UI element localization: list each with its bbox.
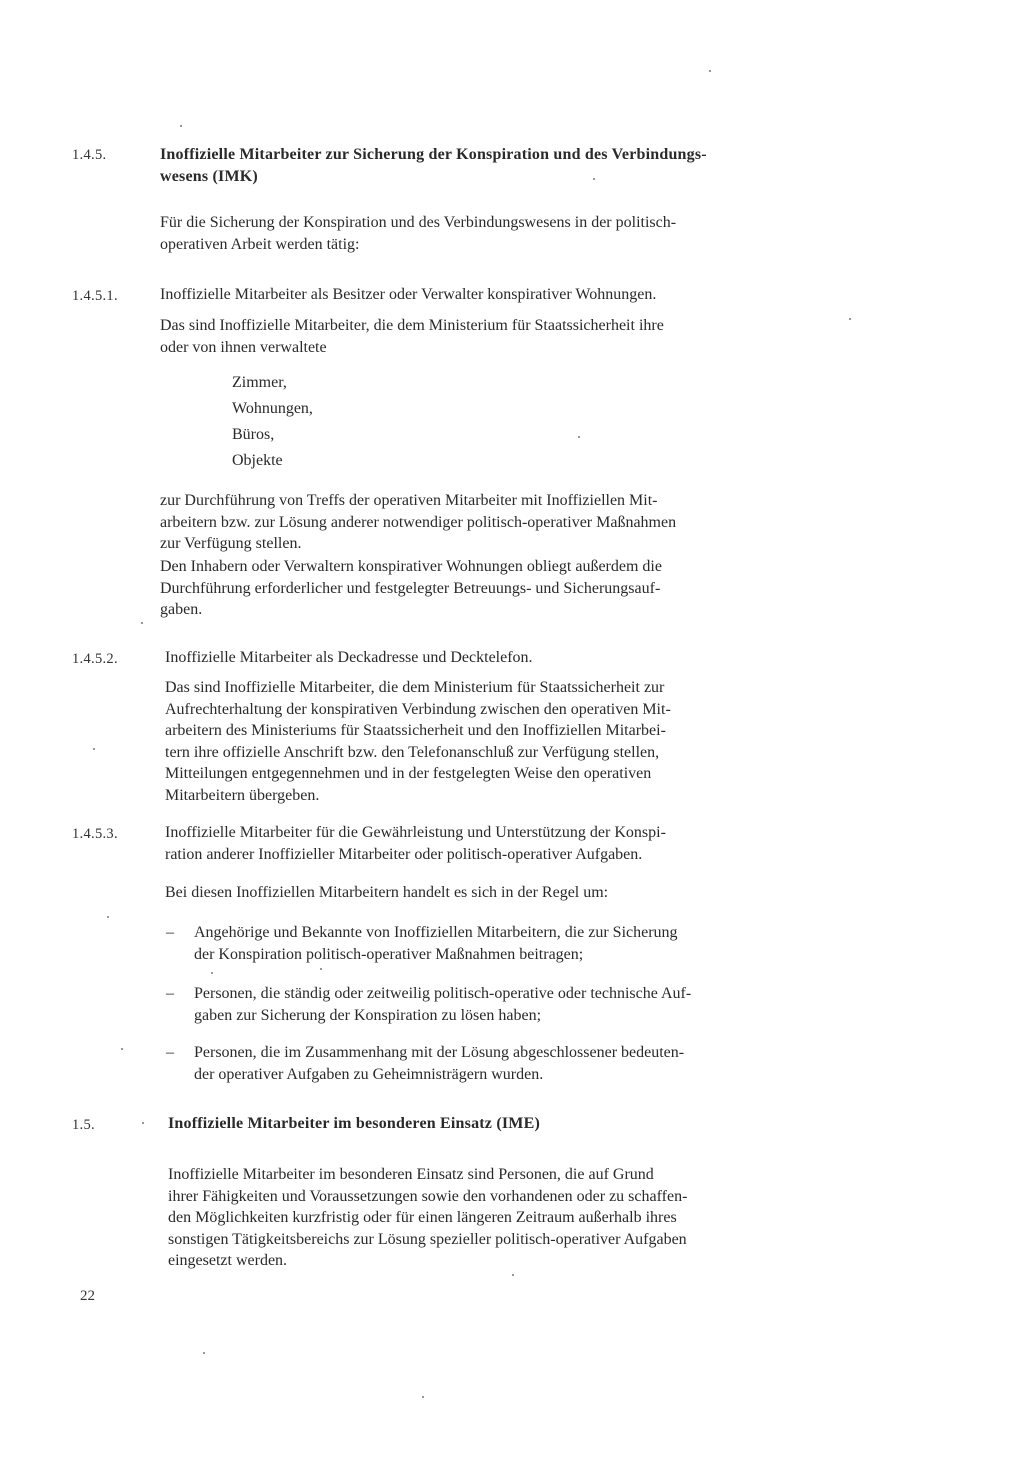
scan-speck	[142, 1122, 144, 1124]
section-heading: Inoffizielle Mitarbeiter im besonderen Einsatz (IME)	[168, 1115, 540, 1132]
paragraph	[168, 1164, 808, 1272]
list-item: Wohnungen,	[232, 400, 313, 417]
bullet-dash: –	[166, 985, 174, 1002]
section-number: 1.4.5.	[72, 147, 107, 163]
section-number: 1.4.5.2.	[72, 651, 118, 667]
scan-speck	[849, 318, 851, 320]
text-line: Mitteilungen entgegennehmen und in der festgelegten Weise den operativen	[165, 765, 652, 782]
subsection-title: Inoffizielle Mitarbeiter als Deckadresse und Decktelefon.	[165, 649, 533, 666]
text-line: der operativer Aufgaben zu Geheimnisträgern wurden.	[194, 1065, 544, 1083]
scan-speck	[203, 1352, 205, 1354]
text-line: Angehörige und Bekannte von Inoffiziellen Mitarbeitern, die zur Sicherung	[194, 924, 678, 941]
text-line: zur Verfügung stellen.	[160, 535, 302, 552]
text-line: arbeitern des Ministeriums für Staatssicherheit und den Inoffiziellen Mitarbei-	[165, 722, 666, 739]
bullet-item	[194, 983, 805, 1026]
text-line: gaben.	[160, 601, 203, 618]
section-number: 1.5.	[72, 1117, 95, 1133]
list-item: Zimmer,	[232, 374, 287, 391]
scan-speck	[121, 1048, 123, 1050]
scan-speck	[211, 972, 213, 974]
section-heading	[160, 144, 800, 187]
text-line: den Möglichkeiten kurzfristig oder für einen längeren Zeitraum außerhalb ihres	[168, 1209, 677, 1226]
scan-speck	[422, 1396, 424, 1398]
paragraph	[165, 677, 805, 806]
scan-speck	[107, 916, 109, 918]
text-line: operativen Arbeit werden tätig:	[160, 235, 360, 253]
bullet-dash: –	[166, 924, 174, 941]
text-line: zur Durchführung von Treffs der operativen Mitarbeiter mit Inoffiziellen Mit-	[160, 492, 658, 509]
scan-speck	[180, 125, 182, 127]
text-line: Den Inhabern oder Verwaltern konspirativer Wohnungen obliegt außerdem die	[160, 558, 662, 575]
text-line: oder von ihnen verwaltete	[160, 338, 327, 356]
heading-line: wesens (IMK)	[160, 167, 258, 185]
scan-speck	[512, 1274, 514, 1276]
section-number: 1.4.5.1.	[72, 288, 118, 304]
scan-speck	[93, 748, 95, 750]
text-line: ration anderer Inoffizieller Mitarbeiter oder politisch-operativer Aufgaben.	[165, 845, 643, 863]
page-number: 22	[80, 1288, 95, 1304]
text-line: tern ihre offizielle Anschrift bzw. den Telefonanschluß zur Verfügung stellen,	[165, 743, 660, 761]
text-line: Das sind Inoffizielle Mitarbeiter, die dem Ministerium für Staatssicherheit ihre	[160, 317, 664, 334]
paragraph	[160, 315, 800, 358]
text-line: Aufrechterhaltung der konspirativen Verbindung zwischen den operativen Mit-	[165, 700, 671, 718]
list-item: Objekte	[232, 452, 283, 469]
paragraph	[160, 556, 800, 621]
scan-speck	[320, 968, 322, 970]
bullet-item	[194, 922, 805, 965]
scan-speck	[578, 436, 580, 438]
scan-speck	[593, 178, 595, 180]
text-line: der Konspiration politisch-operativer Maßnahmen beitragen;	[194, 945, 584, 963]
scan-speck	[709, 70, 711, 72]
text-line: Inoffizielle Mitarbeiter im besonderen Einsatz sind Personen, die auf Grund	[168, 1166, 654, 1183]
bullet-item	[194, 1042, 805, 1085]
paragraph	[160, 490, 800, 555]
subsection-title	[165, 822, 805, 865]
text-line: Personen, die im Zusammenhang mit der Lösung abgeschlossener bedeuten-	[194, 1044, 685, 1061]
text-line: Mitarbeitern übergeben.	[165, 786, 320, 804]
text-line: Durchführung erforderlicher und festgelegter Betreuungs- und Sicherungsauf-	[160, 579, 661, 597]
section-number: 1.4.5.3.	[72, 826, 118, 842]
text-line: Das sind Inoffizielle Mitarbeiter, die dem Ministerium für Staatssicherheit zur	[165, 679, 665, 696]
text-line: gaben zur Sicherung der Konspiration zu lösen haben;	[194, 1006, 542, 1024]
text-line: sonstigen Tätigkeitsbereichs zur Lösung spezieller politisch-operativer Aufgaben	[168, 1230, 687, 1248]
bullet-dash: –	[166, 1044, 174, 1061]
text-line: ihrer Fähigkeiten und Voraussetzungen sowie den vorhandenen oder zu schaffen-	[168, 1187, 688, 1205]
text-line: Personen, die ständig oder zeitweilig politisch-operative oder technische Auf-	[194, 985, 692, 1002]
scan-speck	[141, 622, 143, 624]
text-line: arbeitern bzw. zur Lösung anderer notwendiger politisch-operativer Maßnahmen	[160, 513, 677, 531]
list-item: Büros,	[232, 426, 275, 443]
text-line: Für die Sicherung der Konspiration und des Verbindungswesens in der politisch-	[160, 214, 677, 231]
subsection-title: Inoffizielle Mitarbeiter als Besitzer oder Verwalter konspirativer Wohnungen.	[160, 286, 657, 303]
text-line: eingesetzt werden.	[168, 1252, 288, 1269]
paragraph: Bei diesen Inoffiziellen Mitarbeitern handelt es sich in der Regel um:	[165, 884, 609, 901]
paragraph	[160, 212, 800, 255]
heading-line: Inoffizielle Mitarbeiter zur Sicherung der Konspiration und des Verbindungs-	[160, 146, 707, 163]
text-line: Inoffizielle Mitarbeiter für die Gewährleistung und Unterstützung der Konspi-	[165, 824, 666, 841]
